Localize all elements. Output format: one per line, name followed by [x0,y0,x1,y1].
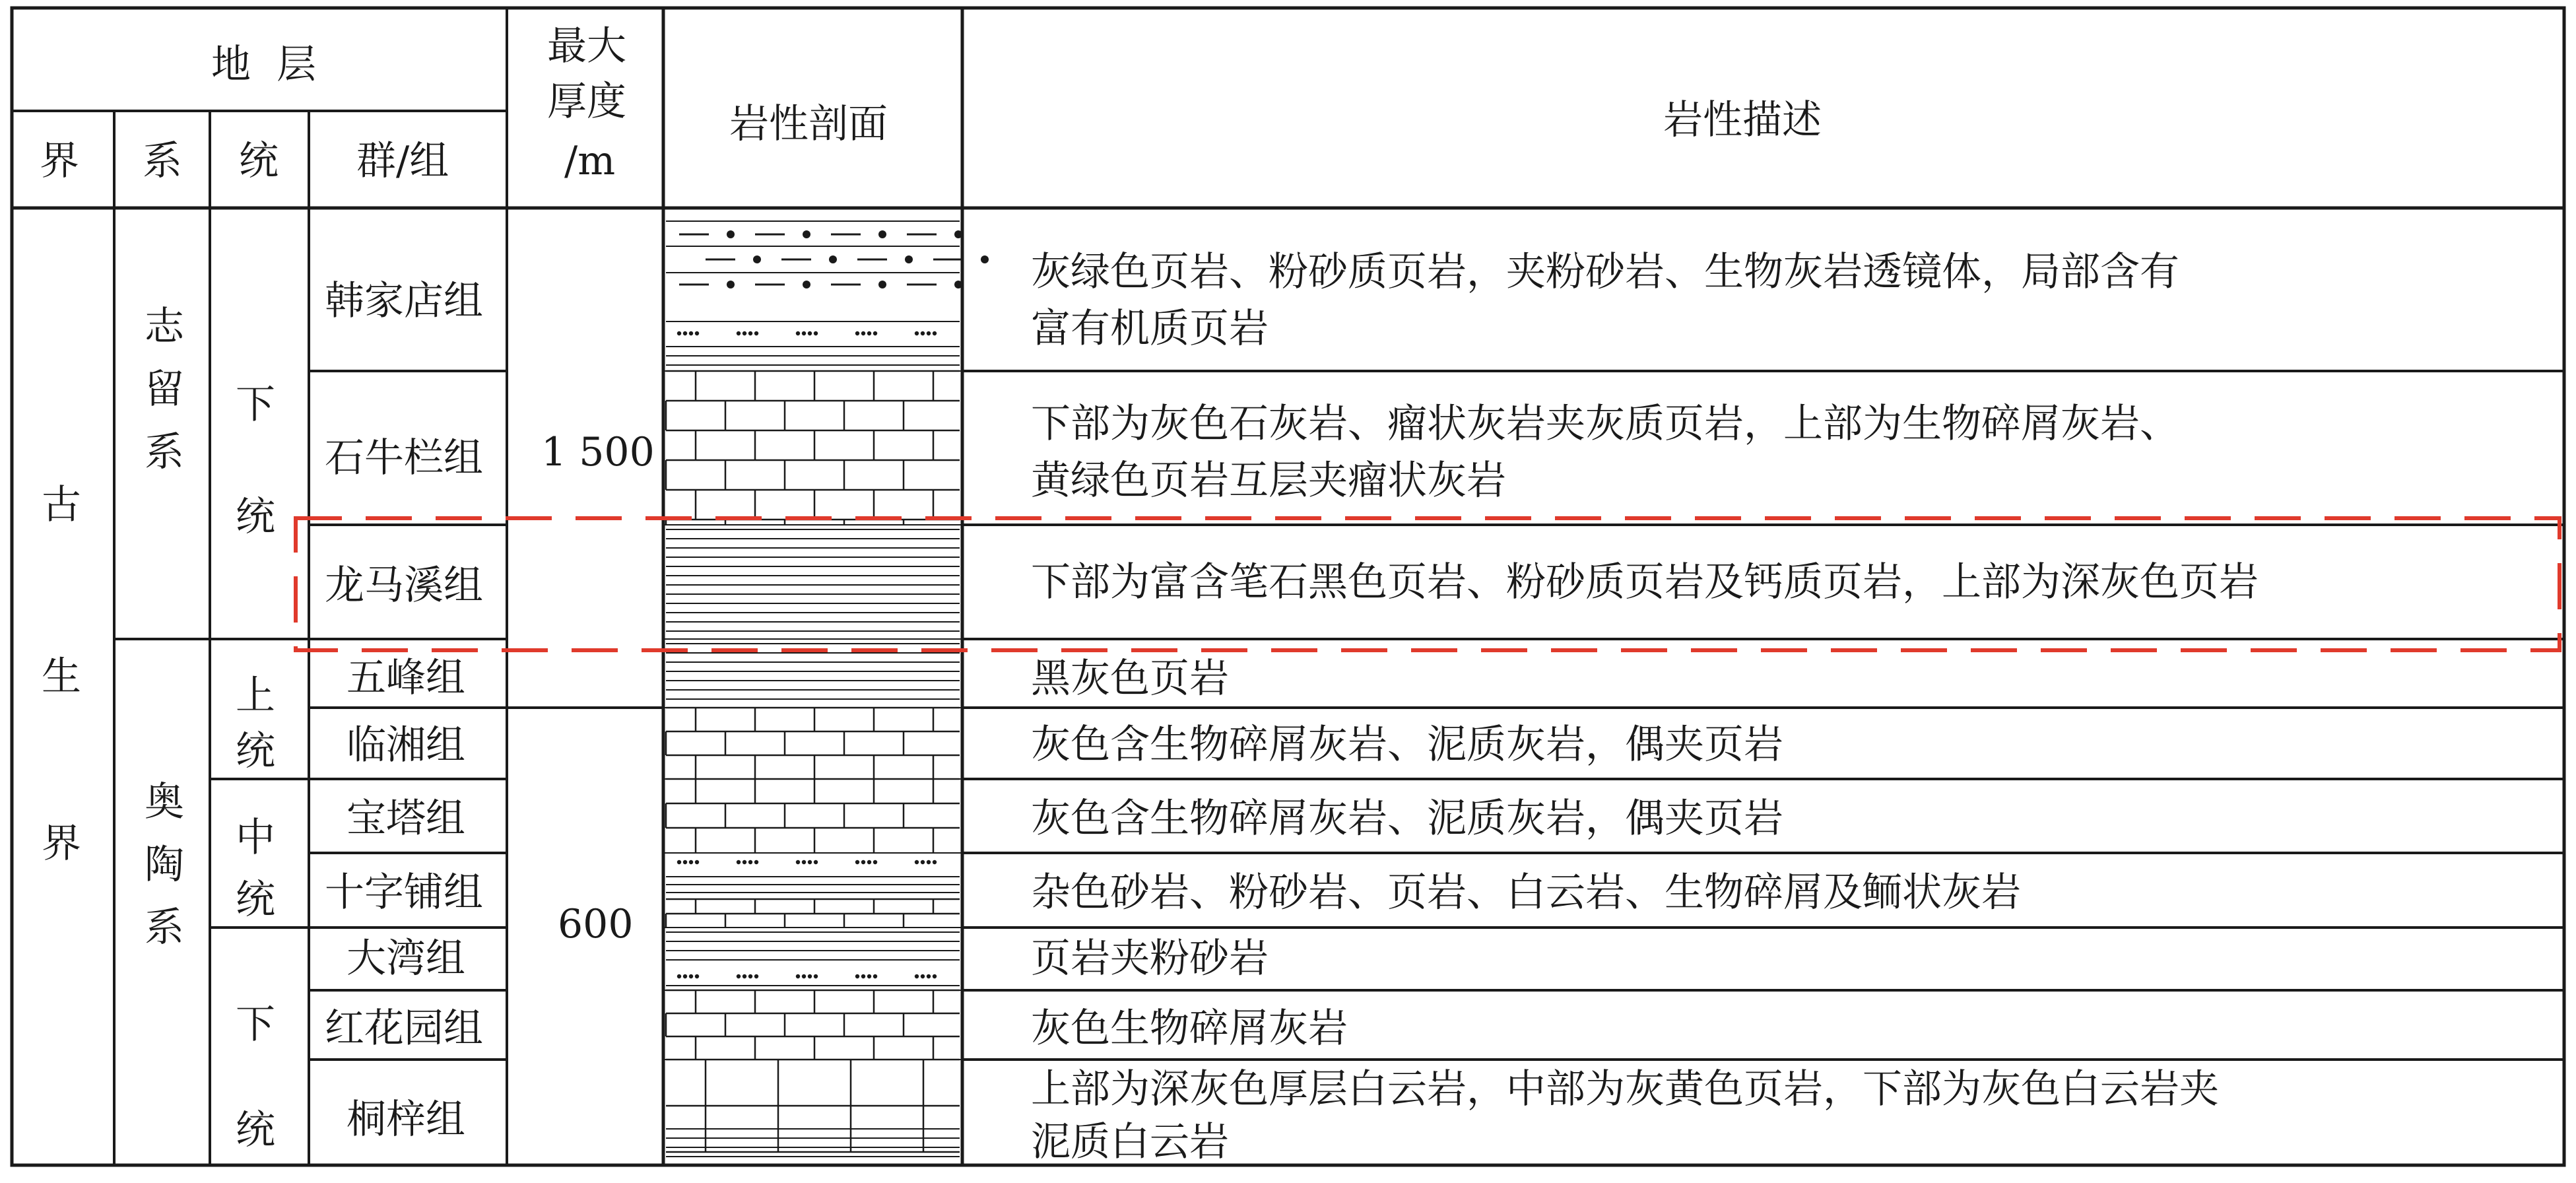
silt-dot [861,331,865,335]
silt-dot [921,974,925,978]
header-stratum: 地 层 [211,42,323,88]
silt-dot [867,974,871,978]
formation-name: 龙马溪组 [325,562,483,609]
silt-dot [796,860,800,864]
system-char: 系 [145,429,184,475]
description-line: 黄绿色页岩互层夹瘤状灰岩 [1031,457,1506,504]
silt-dot [689,331,693,335]
formation-name: 宝塔组 [347,795,465,842]
series-silurian-lower [232,349,279,573]
silt-dot [796,974,800,978]
formation-name: 桐梓组 [347,1097,465,1143]
silt-dot [855,331,859,335]
silt-dot [933,860,937,864]
thickness-silurian: 1 500 [541,429,655,475]
formation-name: 石牛栏组 [325,435,483,481]
series-char: 统 [236,1107,275,1153]
silt-dot [878,281,886,288]
silt-dot [737,331,741,335]
formation-name: 红花园组 [325,1005,483,1052]
silt-dot [808,331,812,335]
system-silurian [141,296,187,484]
silt-dot [683,331,687,335]
formation-name: 十字铺组 [325,869,483,916]
header-series: 统 [239,138,279,184]
silt-dot [933,331,937,335]
silt-dot [802,331,806,335]
silt-dot [921,860,925,864]
silt-dot [829,255,837,263]
silt-dot [737,860,741,864]
silt-dot [921,331,925,335]
system-char: 留 [145,366,184,413]
silt-dot [683,974,687,978]
silt-dot [748,860,752,864]
silt-dot [683,860,687,864]
description-line: 泥质白云岩 [1031,1119,1229,1165]
silt-dot [802,860,806,864]
series-char: 上 [236,673,275,719]
silt-dot [873,860,877,864]
description-line: 上部为深灰色厚层白云岩，中部为灰黄色页岩，下部为灰色白云岩夹 [1031,1066,2219,1112]
description-line: 下部为灰色石灰岩、瘤状灰岩夹灰质页岩，上部为生物碎屑灰岩、 [1031,401,2179,447]
silt-dot [727,281,735,288]
silt-dot [867,860,871,864]
formation-name: 大湾组 [347,935,465,982]
silt-dot [933,974,937,978]
silt-dot [927,331,931,335]
system-ordovician [141,771,187,959]
silt-dot [855,974,859,978]
silt-dot [873,974,877,978]
erathem-cell-2 [38,654,84,700]
silt-dot [915,860,919,864]
description-line: 灰绿色页岩、粉砂质页岩，夹粉砂岩、生物灰岩透镜体，局部含有 [1031,249,2179,295]
thickness-ordovician: 600 [558,901,634,947]
silt-dot [855,860,859,864]
silt-dot [677,860,681,864]
silt-dot [737,974,741,978]
silt-dot [814,331,818,335]
series-char: 统 [236,494,275,540]
description-line: 富有机质页岩 [1031,306,1269,352]
silt-dot [796,331,800,335]
silt-dot [689,860,693,864]
silt-dot [695,331,699,335]
formation-name: 韩家店组 [325,278,483,324]
erathem-char: 生 [42,654,81,700]
system-char: 志 [145,304,184,350]
erathem-char: 古 [42,482,81,528]
formation-name: 临湘组 [347,722,465,768]
silt-dot [814,860,818,864]
description-line: 灰色含生物碎屑灰岩、泥质灰岩，偶夹页岩 [1031,795,1783,842]
silt-dot [748,974,752,978]
silt-dot [695,860,699,864]
silt-dot [677,974,681,978]
series-ordovician-upper [232,668,279,779]
erathem-cell-3 [38,821,84,867]
silt-dot [754,860,758,864]
description-line: 黑灰色页岩 [1031,656,1229,702]
series-char: 统 [236,877,275,923]
header-lithologic-section: 岩性剖面 [729,101,888,147]
series-ordovician-middle [232,807,279,931]
silt-dot [727,230,735,238]
silt-dot [753,255,761,263]
description-line: 杂色砂岩、粉砂岩、页岩、白云岩、生物碎屑及鲕状灰岩 [1031,869,2021,916]
silt-dot [878,230,886,238]
silt-dot [915,331,919,335]
silt-dot [915,974,919,978]
header-lithologic-description: 岩性描述 [1663,97,1822,143]
series-char: 中 [236,815,275,861]
header-max-thickness-1: 最大 [547,23,626,69]
silt-dot [867,331,871,335]
silt-dot [861,974,865,978]
header-system: 系 [143,138,182,184]
series-char: 下 [236,382,275,428]
silt-dot [981,255,989,263]
silt-dot [814,974,818,978]
description-line: 灰色生物碎屑灰岩 [1031,1005,1348,1052]
erathem-char: 界 [42,821,81,867]
system-char: 陶 [145,842,184,888]
header-group-formation: 群/组 [356,138,449,184]
silt-dot [689,974,693,978]
header-erathem: 界 [40,138,79,184]
silt-dot [927,974,931,978]
silt-dot [748,331,752,335]
header-max-thickness-2: 厚度 [547,79,626,125]
formation-name: 五峰组 [347,655,465,701]
silt-dot [905,255,913,263]
silt-dot [802,974,806,978]
series-char: 下 [236,1001,275,1048]
silt-dot [743,331,746,335]
silt-dot [743,974,746,978]
description-line: 下部为富含笔石黑色页岩、粉砂质页岩及钙质页岩，上部为深灰色页岩 [1031,559,2259,605]
silt-dot [677,331,681,335]
description-line: 页岩夹粉砂岩 [1031,935,1269,982]
silt-dot [754,974,758,978]
silt-dot [927,860,931,864]
silt-dot [754,331,758,335]
silt-dot [803,230,810,238]
silt-dot [954,230,962,238]
silt-dot [954,281,962,288]
silt-dot [743,860,746,864]
silt-dot [873,331,877,335]
silt-dot [803,281,810,288]
series-char: 统 [236,728,275,774]
header-max-thickness-3: /m [564,138,616,184]
series-ordovician-lower [232,972,279,1183]
system-char: 系 [145,904,184,951]
description-line: 灰色含生物碎屑灰岩、泥质灰岩，偶夹页岩 [1031,722,1783,768]
erathem-cell [38,482,84,528]
silt-dot [808,974,812,978]
silt-dot [808,860,812,864]
silt-dot [695,974,699,978]
system-char: 奥 [145,779,184,825]
silt-dot [861,860,865,864]
